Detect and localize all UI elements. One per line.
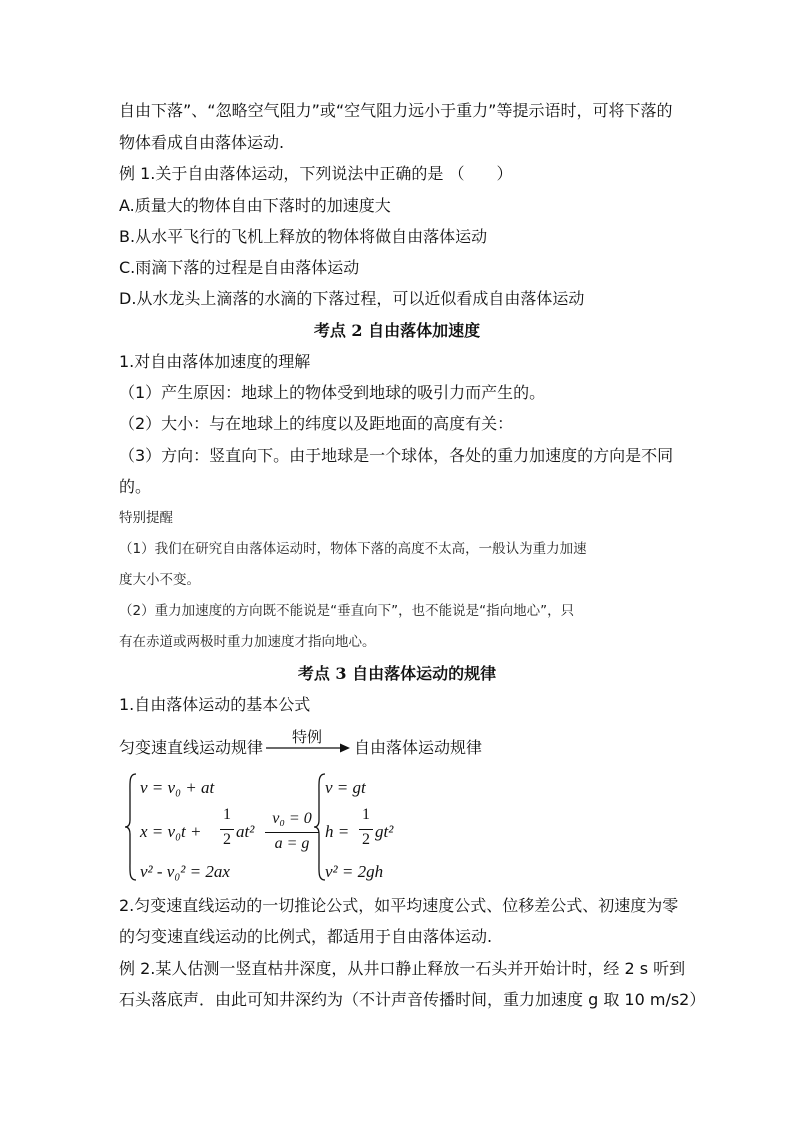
fraction-bar	[220, 829, 234, 830]
example2-line-1: 例 2.某人估测一竖直枯井深度，从井口静止释放一石头并开始计时，经 2 s 听到	[119, 959, 686, 978]
formula-displacement-num: 1	[223, 806, 231, 823]
formula-velocity: v = v₀ + at	[140, 778, 215, 797]
section2-heading: 考点 2 自由落体加速度	[313, 321, 481, 340]
example1-question: 例 1.关于自由落体运动，下列说法中正确的是 （ ）	[119, 164, 513, 183]
section3-item1: 1.自由落体运动的基本公式	[119, 695, 311, 714]
intro-line-1: 自由下落”、“忽略空气阻力”或“空气阻力远小于重力”等提示语时，可将下落的	[119, 101, 673, 120]
intro-line-2: 物体看成自由落体运动.	[119, 133, 285, 152]
free-fall-label: 自由落体运动规律	[354, 738, 483, 757]
free-fall-height-den: 2	[362, 831, 370, 848]
section2-p2: （2）大小：与在地球上的纬度以及距地面的高度有关：	[119, 414, 514, 433]
section2-item1: 1.对自由落体加速度的理解	[119, 352, 311, 371]
condition-acceleration: a = g	[274, 835, 310, 852]
special-note-1a: （1）我们在研究自由落体运动时，物体下落的高度不太高，一般认为重力加速	[119, 541, 587, 557]
formula-displacement-post: at²	[236, 822, 255, 841]
condition-initial-velocity: v₀ = 0	[272, 810, 312, 827]
left-brace-icon	[124, 772, 138, 882]
section3-item2-b: 的匀变速直线运动的比例式，都适用于自由落体运动.	[119, 927, 493, 946]
free-fall-height-num: 1	[362, 806, 370, 823]
fraction-bar	[359, 829, 373, 830]
free-fall-velocity: v = gt	[325, 778, 366, 797]
uniform-accel-label: 匀变速直线运动规律	[119, 738, 264, 757]
section3-item2-a: 2.匀变速直线运动的一切推论公式，如平均速度公式、位移差公式、初速度为零	[119, 896, 679, 915]
special-note-2b: 有在赤道或两极时重力加速度才指向地心。	[119, 634, 376, 650]
section2-p3a: （3）方向：竖直向下。由于地球是一个球体，各处的重力加速度的方向是不同	[119, 446, 674, 465]
formula-displacement-pre: x = v₀t +	[140, 822, 202, 841]
section2-p3b: 的。	[119, 477, 152, 496]
arrow-right-icon	[266, 741, 350, 755]
condition-bar	[265, 832, 319, 833]
free-fall-height-post: gt²	[375, 822, 394, 841]
arrow-label: 特例	[292, 728, 323, 746]
special-note-title: 特别提醒	[119, 510, 173, 526]
free-fall-height-pre: h =	[325, 822, 350, 841]
example1-option-b: B.从水平飞行的飞机上释放的物体将做自由落体运动	[119, 227, 488, 246]
example1-option-a: A.质量大的物体自由下落时的加速度大	[119, 196, 391, 215]
special-note-2a: （2）重力加速度的方向既不能说是“垂直向下”，也不能说是“指向地心”，只	[119, 603, 575, 619]
formula-displacement-den: 2	[223, 831, 231, 848]
special-note-1b: 度大小不变。	[119, 572, 200, 588]
example2-line-2: 石头落底声．由此可知井深约为（不计声音传播时间，重力加速度 g 取 10 m/s2）	[119, 990, 706, 1009]
example1-option-d: D.从水龙头上滴落的水滴的下落过程，可以近似看成自由落体运动	[119, 289, 585, 308]
free-fall-velocity-height: v² = 2gh	[325, 862, 384, 881]
section3-heading: 考点 3 自由落体运动的规律	[297, 664, 497, 683]
example1-option-c: C.雨滴下落的过程是自由落体运动	[119, 258, 360, 277]
formula-velocity-displacement: v² - v₀² = 2ax	[140, 862, 230, 881]
section2-p1: （1）产生原因：地球上的物体受到地球的吸引力而产生的。	[119, 383, 546, 402]
